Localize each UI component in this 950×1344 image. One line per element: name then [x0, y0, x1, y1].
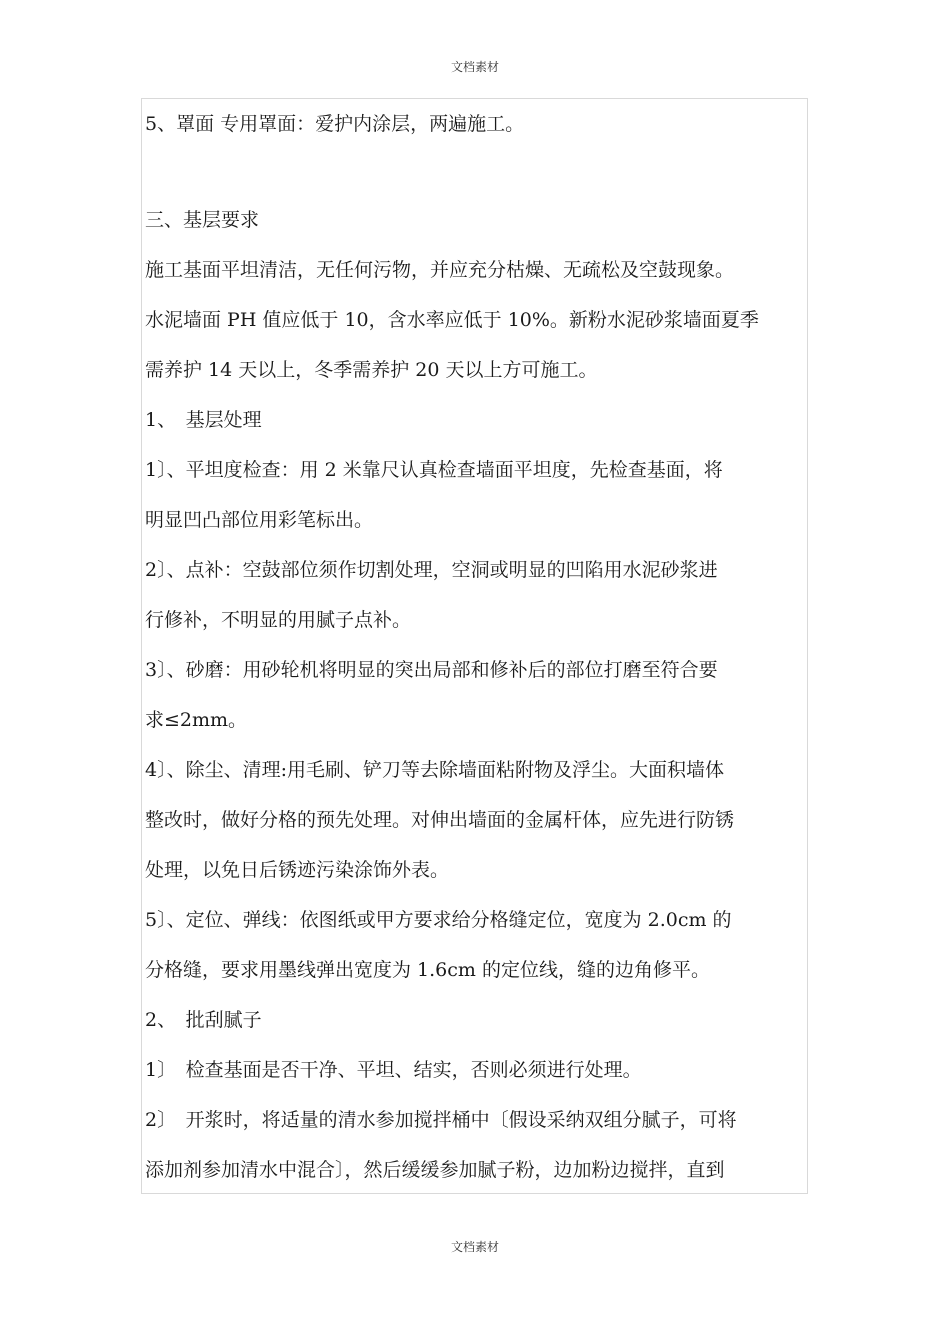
text-line: 3〕、砂磨：用砂轮机将明显的突出局部和修补后的部位打磨至符合要 — [145, 659, 718, 681]
text-line: 添加剂参加清水中混合〕，然后缓缓参加腻子粉，边加粉边搅拌，直到 — [145, 1159, 725, 1181]
page-header: 文档素材 — [450, 60, 499, 74]
text-line: 水泥墙面 PH 值应低于 10，含水率应低于 10%。新粉水泥砂浆墙面夏季 — [145, 309, 759, 331]
text-line: 整改时，做好分格的预先处理。对伸出墙面的金属杆体，应先进行防锈 — [145, 809, 735, 831]
subsection-heading: 1、 基层处理 — [145, 409, 262, 431]
text-line: 1〕 检查基面是否干净、平坦、结实，否则必须进行处理。 — [145, 1059, 642, 1081]
text-line: 施工基面平坦清洁，无任何污物，并应充分枯燥、无疏松及空鼓现象。 — [145, 259, 735, 281]
text-line: 1〕、平坦度检查：用 2 米靠尺认真检查墙面平坦度，先检查基面，将 — [145, 459, 723, 481]
text-line: 需养护 14 天以上，冬季需养护 20 天以上方可施工。 — [145, 359, 598, 381]
text-line: 5〕、定位、弹线：依图纸或甲方要求给分格缝定位，宽度为 2.0cm 的 — [145, 909, 732, 931]
text-line: 4〕、除尘、清理:用毛刷、铲刀等去除墙面粘附物及浮尘。大面积墙体 — [145, 759, 724, 781]
text-line: 处理，以免日后锈迹污染涂饰外表。 — [145, 859, 450, 881]
text-line: 2〕 开浆时，将适量的清水参加搅拌桶中〔假设采纳双组分腻子，可将 — [145, 1109, 737, 1131]
text-line: 5、罩面 专用罩面：爱护内涂层，两遍施工。 — [145, 113, 525, 135]
page-footer: 文档素材 — [450, 1240, 499, 1254]
text-line: 2〕、点补：空鼓部位须作切割处理，空洞或明显的凹陷用水泥砂浆进 — [145, 559, 718, 581]
section-heading: 三、基层要求 — [145, 209, 260, 231]
text-line: 明显凹凸部位用彩笔标出。 — [145, 509, 374, 531]
subsection-heading: 2、 批刮腻子 — [145, 1009, 262, 1031]
text-line: 行修补，不明显的用腻子点补。 — [145, 609, 412, 631]
text-line: 分格缝，要求用墨线弹出宽度为 1.6cm 的定位线，缝的边角修平。 — [145, 959, 710, 981]
text-line: 求≤2mm。 — [145, 709, 248, 731]
